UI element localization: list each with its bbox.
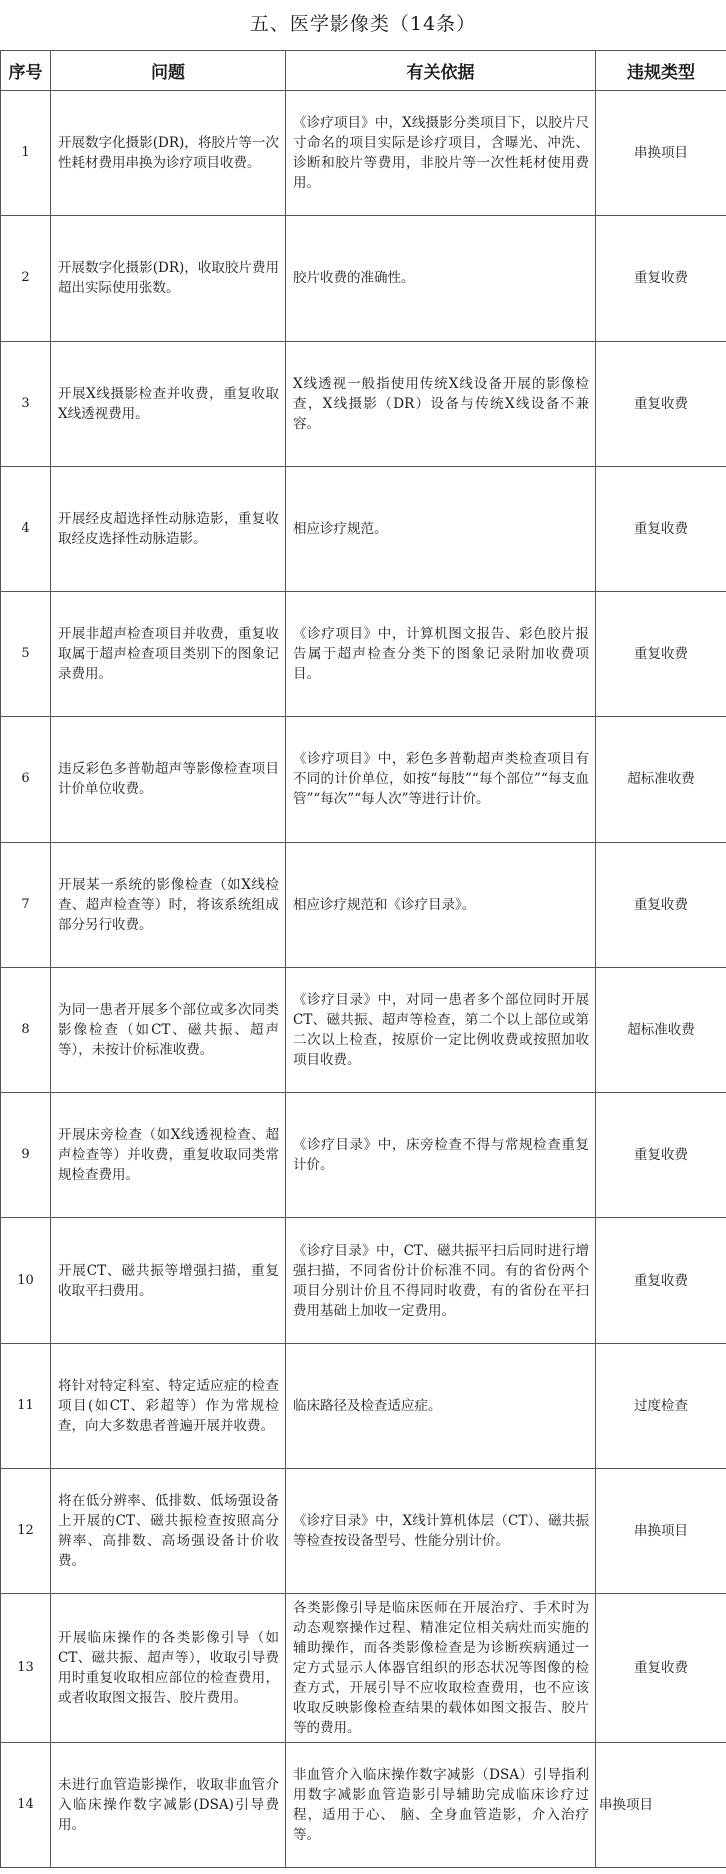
row-violation-type: 重复收费 (596, 1093, 726, 1218)
row-violation-type: 超标准收费 (596, 967, 726, 1092)
row-no: 4 (1, 466, 51, 591)
row-basis: 《诊疗目录》中，床旁检查不得与常规检查重复计价。 (286, 1093, 596, 1218)
table-row (1, 1594, 726, 1742)
row-issue: 开展非超声检查项目并收费，重复收取属于超声检查项目类别下的图象记录费用。 (51, 592, 286, 717)
row-issue: 未进行血管造影操作，收取非血管介入临床操作数字减影(DSA)引导费用。 (51, 1742, 286, 1867)
row-basis: 《诊疗项目》中，计算机图文报告、彩色胶片报告属于超声检查分类下的图象记录附加收费项目。 (286, 592, 596, 717)
row-no: 2 (1, 216, 51, 341)
row-issue: 开展数字化摄影(DR)，收取胶片费用超出实际使用张数。 (51, 216, 286, 341)
row-basis: 《诊疗目录》中，对同一患者多个部位同时开展CT、磁共振、超声等检查，第二个以上部位或第二次以上检查，按原价一定比例收费或按照加收项目收费。 (286, 967, 596, 1092)
row-no: 10 (1, 1218, 51, 1343)
row-violation-type: 重复收费 (596, 341, 726, 466)
table-row (1, 341, 726, 466)
table-row (1, 592, 726, 717)
row-issue: 违反彩色多普勒超声等影像检查项目计价单位收费。 (51, 717, 286, 842)
row-issue: 将在低分辨率、低排数、低场强设备上开展的CT、磁共振检查按照高分辨率、高排数、高场强设备计价收费。 (51, 1468, 286, 1593)
row-basis: 胶片收费的准确性。 (286, 216, 596, 341)
row-no: 8 (1, 967, 51, 1092)
row-issue: 开展X线摄影检查并收费，重复收取X线透视费用。 (51, 341, 286, 466)
row-basis: 相应诊疗规范和《诊疗目录》。 (286, 842, 596, 967)
row-basis: 临床路径及检查适应症。 (286, 1343, 596, 1468)
header-issue: 问题 (51, 51, 286, 91)
row-violation-type: 重复收费 (596, 466, 726, 591)
row-issue: 将针对特定科室、特定适应症的检查项目(如CT、彩超等）作为常规检查，向大多数患者普遍开展并收费。 (51, 1343, 286, 1468)
table-row (1, 1468, 726, 1593)
row-basis: 各类影像引导是临床医师在开展治疗、手术时为动态观察操作过程、精准定位相关病灶而实施的辅助操作，而各类影像检查是为诊断疾病通过一定方式显示人体器官组织的形态状况等图像的检查方式，开展引导不应收取检查费用，也不应该收取反映影像检查结果的载体如图文报告、胶片等的费用。 (286, 1594, 596, 1742)
row-violation-type: 串换项目 (596, 1468, 726, 1593)
row-issue: 开展床旁检查（如X线透视检查、超声检查等）并收费，重复收取同类常规检查费用。 (51, 1093, 286, 1218)
row-issue: 开展数字化摄影(DR)，将胶片等一次性耗材费用串换为诊疗项目收费。 (51, 91, 286, 216)
row-no: 13 (1, 1594, 51, 1742)
table-row (1, 466, 726, 591)
row-no: 9 (1, 1093, 51, 1218)
row-issue: 开展经皮超选择性动脉造影，重复收取经皮选择性动脉造影。 (51, 466, 286, 591)
row-basis: 《诊疗目录》中，X线计算机体层（CT）、磁共振等检查按设备型号、性能分别计价。 (286, 1468, 596, 1593)
table-row (1, 91, 726, 216)
row-no: 6 (1, 717, 51, 842)
row-issue: 开展CT、磁共振等增强扫描，重复收取平扫费用。 (51, 1218, 286, 1343)
row-violation-type: 超标准收费 (596, 717, 726, 842)
table-header-row (1, 51, 726, 91)
row-violation-type: 重复收费 (596, 1218, 726, 1343)
row-basis: 相应诊疗规范。 (286, 466, 596, 591)
row-basis: 《诊疗项目》中，彩色多普勒超声类检查项目有不同的计价单位，如按“每肢”“每个部位”“每支血管”“每次”“每人次”等进行计价。 (286, 717, 596, 842)
row-basis: 《诊疗目录》中，CT、磁共振平扫后同时进行增强扫描，不同省份计价标准不同。有的省份两个项目分别计价且不得同时收费，有的省份在平扫费用基础上加收一定费用。 (286, 1218, 596, 1343)
table-row (1, 842, 726, 967)
row-no: 5 (1, 592, 51, 717)
row-no: 3 (1, 341, 51, 466)
header-basis: 有关依据 (286, 51, 596, 91)
table-row (1, 1343, 726, 1468)
row-violation-type: 串换项目 (596, 1742, 726, 1867)
row-violation-type: 重复收费 (596, 842, 726, 967)
row-no: 11 (1, 1343, 51, 1468)
row-no: 7 (1, 842, 51, 967)
row-violation-type: 串换项目 (596, 91, 726, 216)
table-row (1, 717, 726, 842)
page-title: 五、医学影像类（14条） (249, 13, 477, 35)
table-row (1, 1093, 726, 1218)
row-issue: 开展某一系统的影像检查（如X线检查、超声检查等）时，将该系统组成部分另行收费。 (51, 842, 286, 967)
row-violation-type: 重复收费 (596, 592, 726, 717)
header-violation-type: 违规类型 (596, 51, 726, 91)
table-row (1, 1742, 726, 1867)
row-basis: X线透视一般指使用传统X线设备开展的影像检查，X线摄影（DR）设备与传统X线设备不兼容。 (286, 341, 596, 466)
row-issue: 开展临床操作的各类影像引导（如CT、磁共振、超声等），收取引导费用时重复收取相应部位的检查费用，或者收取图文报告、胶片费用。 (51, 1594, 286, 1742)
row-basis: 非血管介入临床操作数字减影（DSA）引导指利用数字减影血管造影引导辅助完成临床诊疗过程，适用于心、 脑、全身血管造影，介入治疗等。 (286, 1742, 596, 1867)
table-row (1, 967, 726, 1092)
header-no: 序号 (1, 51, 51, 91)
row-issue: 为同一患者开展多个部位或多次同类影像检查（如CT、磁共振、超声等），未按计价标准收费。 (51, 967, 286, 1092)
violations-table (0, 50, 726, 1868)
row-violation-type: 过度检查 (596, 1343, 726, 1468)
row-basis: 《诊疗项目》中，X线摄影分类项目下，以胶片尺寸命名的项目实际是诊疗项目，含曝光、冲洗、诊断和胶片等费用，非胶片等一次性耗材使用费用。 (286, 91, 596, 216)
row-violation-type: 重复收费 (596, 216, 726, 341)
table-row (1, 216, 726, 341)
row-no: 14 (1, 1742, 51, 1867)
table-row (1, 1218, 726, 1343)
row-violation-type: 重复收费 (596, 1594, 726, 1742)
row-no: 12 (1, 1468, 51, 1593)
row-no: 1 (1, 91, 51, 216)
